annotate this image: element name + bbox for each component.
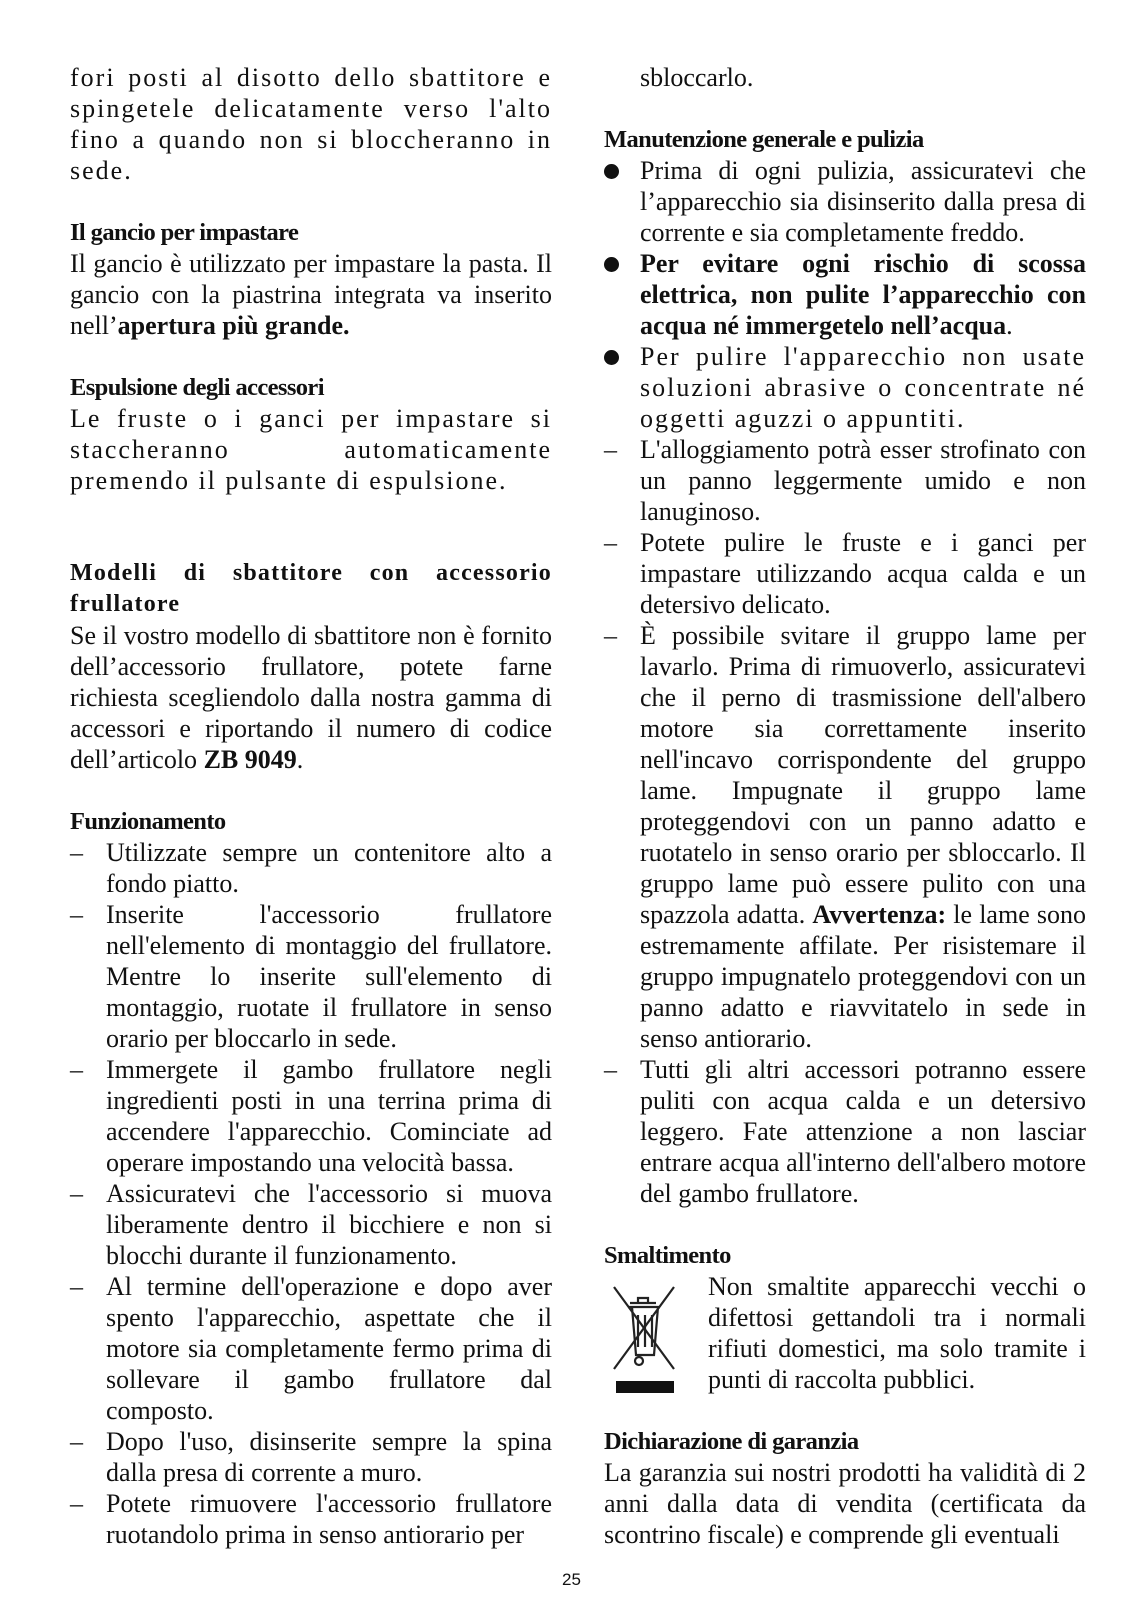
list-item: – L'alloggiamento potrà esser strofinato con un panno leggermente umido e non lanuginoso.: [604, 435, 1086, 526]
func-list: [70, 837, 552, 1550]
hook-heading: Il gancio per impastare: [70, 219, 299, 246]
hook-bold-text: apertura più grande.: [117, 311, 350, 340]
hook-text: Il gancio è utilizzato per impastare la pasta. Il gancio con la piastrina integrata va inserito nell’: [70, 249, 552, 340]
warranty-text: La garanzia sui nostri prodotti ha validità di 2 anni dalla data di vendita (certificata da scontrino fiscale) e comprende gli eventuali: [604, 1458, 1086, 1549]
dash-icon: –: [604, 1055, 617, 1084]
dash-icon: –: [604, 528, 617, 557]
page-number: 25: [562, 1570, 581, 1589]
bullet-icon: [604, 248, 640, 279]
list-item: – Assicuratevi che l'accessorio si muova liberamente dentro il bicchiere e non si blocchi durante il funzionamento.: [70, 1179, 552, 1270]
list-item: Per pulire l'apparecchio non usate soluzioni abrasive o concentrate né oggetti aguzzi o appuntiti.: [604, 341, 1086, 434]
models-code: ZB 9049: [203, 745, 297, 774]
disposal-heading: Smaltimento: [604, 1242, 731, 1269]
bullet-icon: [604, 155, 640, 186]
maintenance-list: [604, 155, 1086, 1209]
dash-icon: –: [70, 1489, 83, 1518]
list-item: – Dopo l'uso, disinserite sempre la spina dalla presa di corrente a muro.: [70, 1427, 552, 1487]
dash-icon: –: [70, 1272, 83, 1301]
list-item: – Potete rimuovere l'accessorio frullatore ruotandolo prima in senso antiorario per: [70, 1489, 552, 1549]
list-item: – Utilizzate sempre un contenitore alto a fondo piatto.: [70, 838, 552, 898]
models-heading: Modelli di sbattitore con accessorio frullatore: [70, 560, 552, 617]
models-text: Se il vostro modello di sbattitore non è fornito dell’accessorio frullatore, potete farne richiesta scegliendolo dalla nostra gamma di accessori e riportando il numero di codice dell’articolo: [70, 621, 552, 774]
warranty-heading: Dichiarazione di garanzia: [604, 1428, 859, 1455]
right-column: [604, 62, 1086, 1550]
list-item: Prima di ogni pulizia, assicuratevi che l’apparecchio sia disinserito dalla presa di corrente e sia completamente freddo.: [604, 155, 1086, 248]
dash-icon: –: [604, 435, 617, 464]
list-item: – Immergete il gambo frullatore negli ingredienti posti in una terrina prima di accendere l'apparecchio. Cominciate ad operare impostando una velocità bassa.: [70, 1055, 552, 1177]
models-paragraph: [70, 620, 552, 775]
bullet-icon: [604, 341, 640, 372]
list-item: – Inserite l'accessorio frullatore nell'elemento di montaggio del frullatore. Mentre lo inserite sull'elemento di montaggio, ruotate il frullatore in senso orario per bloccarlo in sede.: [70, 900, 552, 1053]
spacer: [604, 1209, 1086, 1240]
func-heading: Funzionamento: [70, 808, 226, 835]
eject-paragraph: Le fruste o i ganci per impastare si staccheranno automaticamente premendo il pulsante di espulsione.: [70, 404, 552, 495]
dash-icon: –: [70, 1055, 83, 1084]
list-item: – Tutti gli altri accessori potranno essere puliti con acqua calda e un detersivo leggero. Fate attenzione a non lasciar entrare acqua all'interno dell'albero motore del gambo frullatore.: [604, 1055, 1086, 1208]
spacer: [70, 496, 552, 558]
maintenance-heading: Manutenzione generale e pulizia: [604, 126, 924, 153]
dash-icon: –: [70, 900, 83, 929]
list-item: Per evitare ogni rischio di scossa elettrica, non pulite l’apparecchio con acqua né immergetelo nell’acqua.: [604, 248, 1086, 341]
left-column: [70, 62, 552, 1550]
list-item: – Al termine dell'operazione e dopo aver spento l'apparecchio, aspettate che il motore sia completamente fermo prima di sollevare il gambo frullatore dal composto.: [70, 1272, 552, 1425]
eject-heading: Espulsione degli accessori: [70, 374, 324, 401]
dash-icon: –: [604, 621, 617, 650]
continuation-text: sbloccarlo.: [640, 63, 754, 92]
crossed-out-bin-icon: [604, 1277, 684, 1397]
list-item: – Potete pulire le fruste e i ganci per impastare utilizzando acqua calda e un detersivo delicato.: [604, 528, 1086, 619]
dash-icon: –: [70, 1427, 83, 1456]
hook-paragraph: [70, 248, 552, 341]
dash-icon: –: [70, 838, 83, 867]
intro-paragraph: fori posti al disotto dello sbattitore e spingetele delicatamente verso l'alto fino a quando non si bloccheranno in sede.: [70, 63, 552, 185]
disposal-block: [604, 1271, 1086, 1395]
dash-icon: –: [70, 1179, 83, 1208]
models-end: .: [296, 745, 304, 774]
disposal-text: Non smaltite apparecchi vecchi o difettosi gettandoli tra i normali rifiuti domestici, ma solo tramite i punti di raccolta pubblici.: [708, 1272, 1086, 1394]
list-item: – È possibile svitare il gruppo lame per lavarlo. Prima di rimuoverlo, assicuratevi che il perno di trasmissione dell'albero motore sia correttamente inserito nell'incavo corrispondente del gruppo lame. Impugnate il gruppo lame proteggendovi con un panno adatto e ruotatelo in senso orario per sbloccarlo. Il gruppo lame può essere pulito con una spazzola adatta. Avvertenza: le lame sono estremamente affilate. Per risistemare il gruppo impugnatelo proteggendovi con un panno adatto e riavvitatelo in sede in senso antiorario.: [604, 621, 1086, 1053]
